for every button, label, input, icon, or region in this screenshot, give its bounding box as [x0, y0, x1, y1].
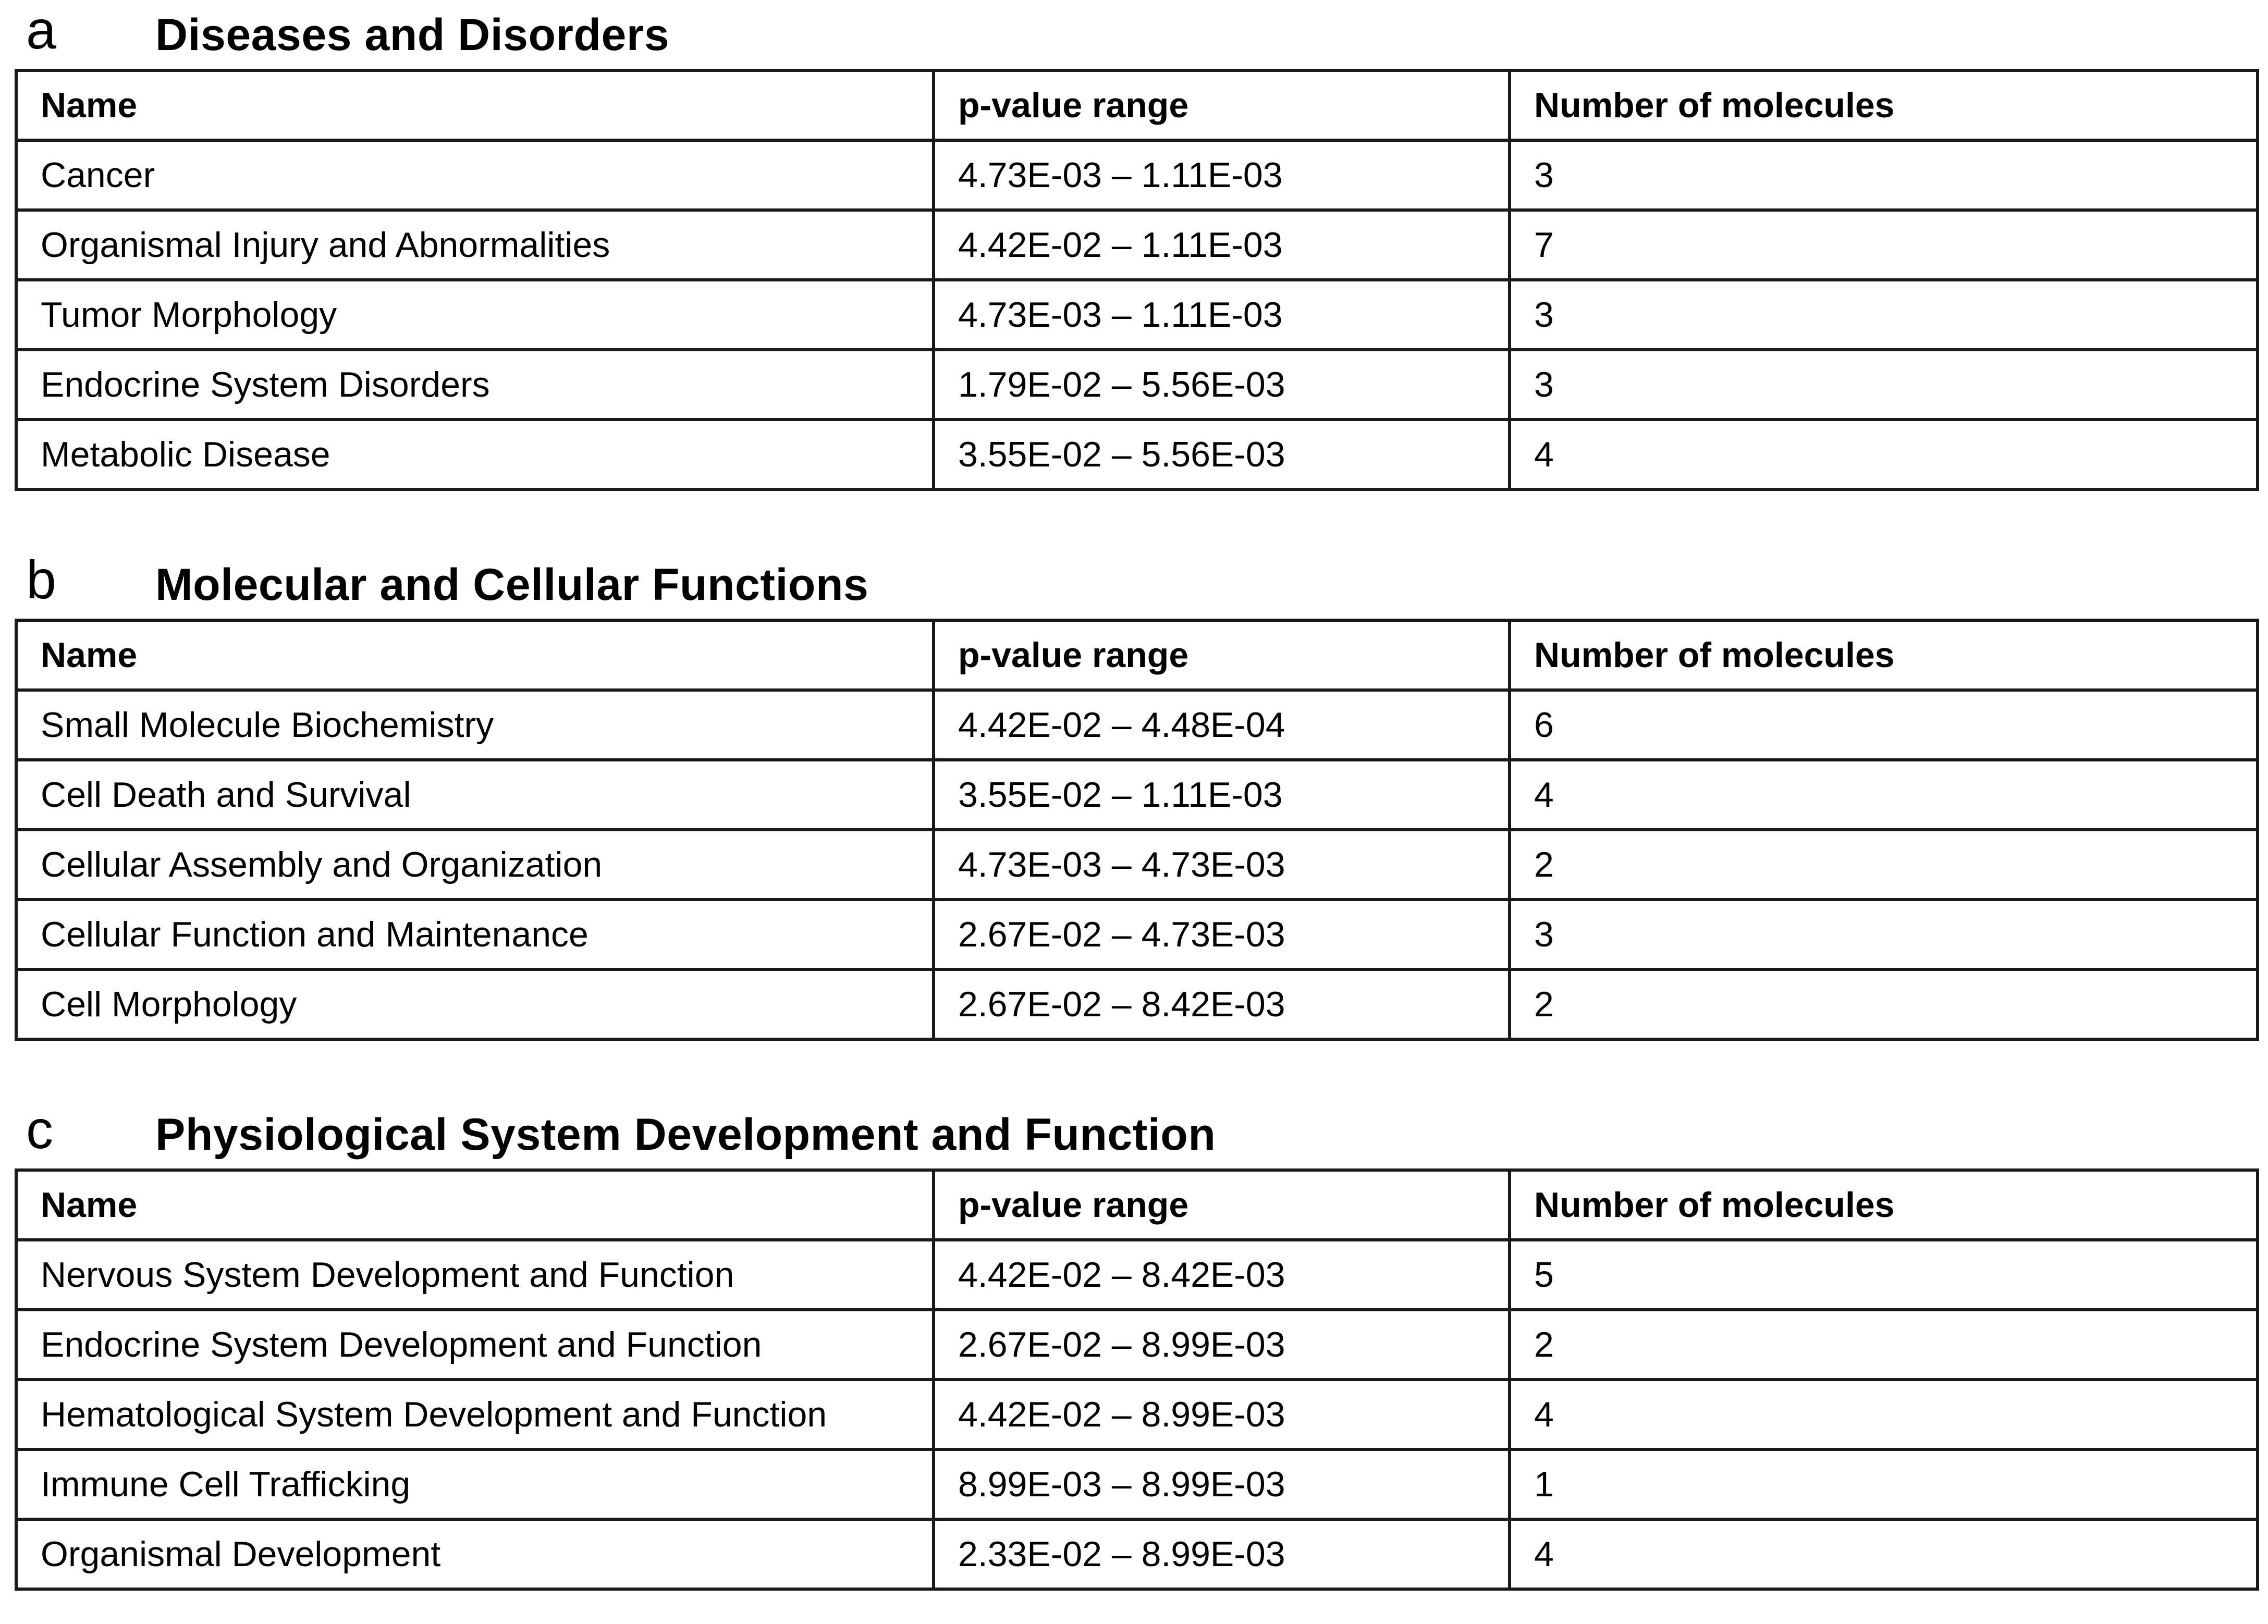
- cell-name: Endocrine System Development and Function: [16, 1310, 934, 1380]
- cell-name: Cellular Assembly and Organization: [16, 830, 934, 900]
- cell-pvalue: 3.55E-02 – 5.56E-03: [934, 420, 1510, 489]
- column-header-count: Number of molecules: [1510, 70, 2258, 140]
- table-header-row: [16, 620, 2258, 690]
- cell-pvalue: 2.67E-02 – 4.73E-03: [934, 900, 1510, 969]
- cell-pvalue: 2.67E-02 – 8.99E-03: [934, 1310, 1510, 1380]
- data-table: [15, 619, 2259, 1041]
- table-row: [16, 690, 2258, 760]
- panel-a: [15, 0, 2256, 474]
- cell-count: 4: [1510, 1380, 2258, 1449]
- cell-name: Nervous System Development and Function: [16, 1240, 934, 1310]
- cell-name: Tumor Morphology: [16, 280, 934, 350]
- cell-count: 4: [1510, 1519, 2258, 1589]
- cell-count: 3: [1510, 350, 2258, 420]
- cell-pvalue: 2.33E-02 – 8.99E-03: [934, 1519, 1510, 1589]
- cell-name: Cell Morphology: [16, 969, 934, 1039]
- table-row: [16, 210, 2258, 280]
- table-row: [16, 350, 2258, 420]
- cell-pvalue: 4.73E-03 – 4.73E-03: [934, 830, 1510, 900]
- cell-count: 1: [1510, 1449, 2258, 1519]
- column-header-pvalue: p-value range: [934, 620, 1510, 690]
- cell-name: Hematological System Development and Function: [16, 1380, 934, 1449]
- column-header-pvalue: p-value range: [934, 1170, 1510, 1240]
- cell-pvalue: 2.67E-02 – 8.42E-03: [934, 969, 1510, 1039]
- cell-count: 6: [1510, 690, 2258, 760]
- panel-b: [15, 550, 2256, 1024]
- table-row: [16, 1449, 2258, 1519]
- cell-name: Cancer: [16, 140, 934, 210]
- cell-name: Small Molecule Biochemistry: [16, 690, 934, 760]
- cell-count: 5: [1510, 1240, 2258, 1310]
- table-row: [16, 1240, 2258, 1310]
- cell-pvalue: 4.73E-03 – 1.11E-03: [934, 140, 1510, 210]
- cell-name: Cellular Function and Maintenance: [16, 900, 934, 969]
- table-row: [16, 969, 2258, 1039]
- column-header-pvalue: p-value range: [934, 70, 1510, 140]
- table-row: [16, 1380, 2258, 1449]
- cell-name: Cell Death and Survival: [16, 760, 934, 830]
- cell-name: Organismal Development: [16, 1519, 934, 1589]
- panel-c: [15, 1100, 2256, 1574]
- cell-count: 2: [1510, 830, 2258, 900]
- column-header-name: Name: [16, 1170, 934, 1240]
- column-header-name: Name: [16, 620, 934, 690]
- column-header-name: Name: [16, 70, 934, 140]
- cell-pvalue: 8.99E-03 – 8.99E-03: [934, 1449, 1510, 1519]
- cell-count: 7: [1510, 210, 2258, 280]
- cell-count: 3: [1510, 140, 2258, 210]
- cell-count: 4: [1510, 760, 2258, 830]
- table-row: [16, 280, 2258, 350]
- panel-header: [15, 1100, 2256, 1168]
- cell-pvalue: 1.79E-02 – 5.56E-03: [934, 350, 1510, 420]
- table-header-row: [16, 1170, 2258, 1240]
- panel-title: Physiological System Development and Function: [155, 1110, 1216, 1160]
- panel-title: Molecular and Cellular Functions: [155, 560, 869, 610]
- panel-header: [15, 550, 2256, 619]
- cell-pvalue: 4.73E-03 – 1.11E-03: [934, 280, 1510, 350]
- table-row: [16, 420, 2258, 489]
- cell-pvalue: 4.42E-02 – 8.42E-03: [934, 1240, 1510, 1310]
- table-header-row: [16, 70, 2258, 140]
- cell-count: 2: [1510, 969, 2258, 1039]
- cell-name: Endocrine System Disorders: [16, 350, 934, 420]
- data-table: [15, 1168, 2259, 1591]
- cell-pvalue: 4.42E-02 – 4.48E-04: [934, 690, 1510, 760]
- cell-name: Immune Cell Trafficking: [16, 1449, 934, 1519]
- cell-count: 4: [1510, 420, 2258, 489]
- table-row: [16, 900, 2258, 969]
- table-row: [16, 140, 2258, 210]
- panel-letter: c: [26, 1100, 53, 1160]
- cell-count: 3: [1510, 280, 2258, 350]
- panel-title: Diseases and Disorders: [155, 10, 670, 60]
- panel-letter: a: [26, 0, 56, 60]
- cell-pvalue: 3.55E-02 – 1.11E-03: [934, 760, 1510, 830]
- cell-name: Organismal Injury and Abnormalities: [16, 210, 934, 280]
- cell-pvalue: 4.42E-02 – 1.11E-03: [934, 210, 1510, 280]
- column-header-count: Number of molecules: [1510, 620, 2258, 690]
- cell-count: 2: [1510, 1310, 2258, 1380]
- panel-header: [15, 0, 2256, 69]
- panel-letter: b: [26, 550, 56, 610]
- column-header-count: Number of molecules: [1510, 1170, 2258, 1240]
- cell-pvalue: 4.42E-02 – 8.99E-03: [934, 1380, 1510, 1449]
- table-row: [16, 1310, 2258, 1380]
- data-table: [15, 69, 2259, 491]
- table-row: [16, 760, 2258, 830]
- table-row: [16, 1519, 2258, 1589]
- table-row: [16, 830, 2258, 900]
- cell-name: Metabolic Disease: [16, 420, 934, 489]
- cell-count: 3: [1510, 900, 2258, 969]
